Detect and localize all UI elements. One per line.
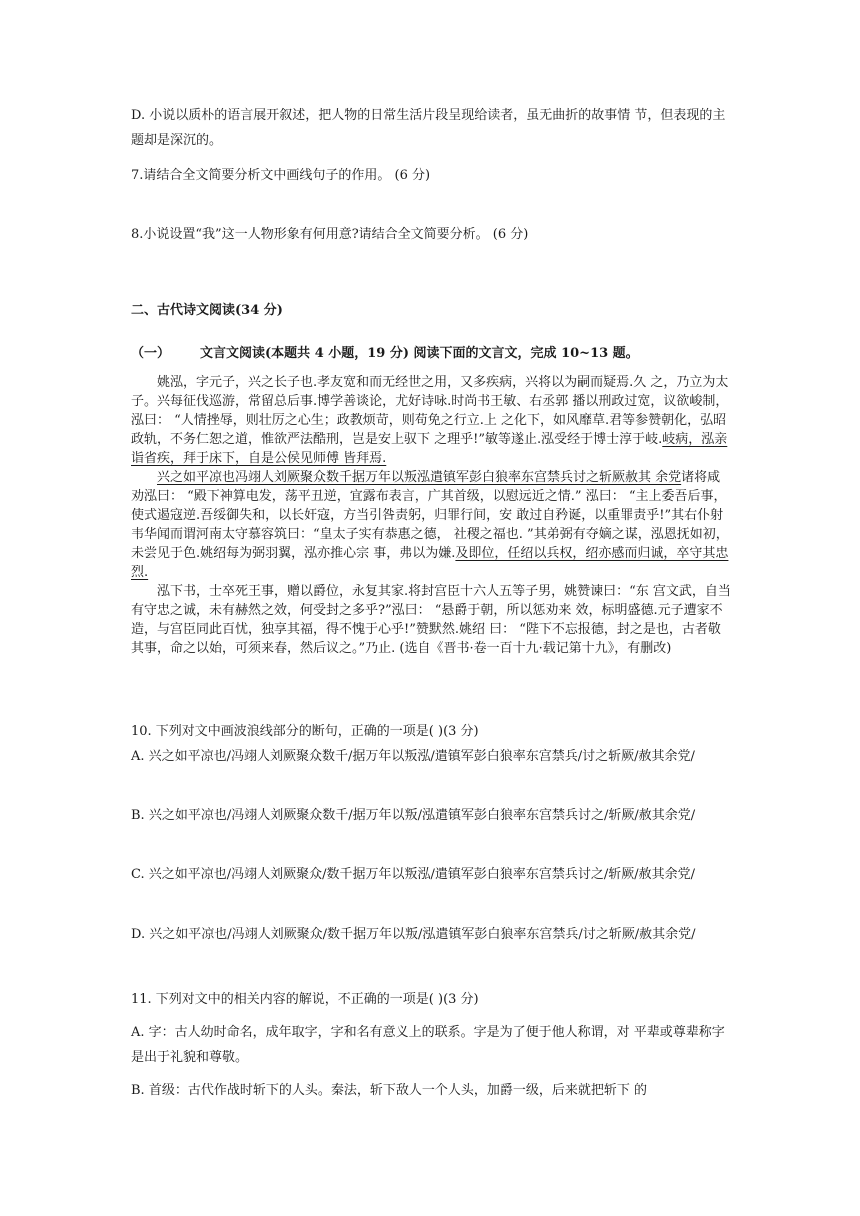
q6-option-d: D. 小说以质朴的语言展开叙述，把人物的日常生活片段呈现给读者，虽无曲折的故事情 节，但表现的主题却是深沉的。 xyxy=(131,108,726,148)
q10-option-a: A. 兴之如平凉也/冯翊人刘厥聚众数千/据万年以叛泓/遣镇军彭白狼率东宫禁兵/讨之斩厥/赦其余党/ xyxy=(131,749,695,764)
question-7: 7.请结合全文简要分析文中画线句子的作用。 (6 分) xyxy=(131,168,431,183)
question-10-stem: 10. 下列对文中画波浪线部分的断句，正确的一项是( )(3 分) xyxy=(131,724,479,739)
subsection-text: 文言文阅读(本题共 4 小题，19 分) 阅读下面的文言文，完成 10~13 题。 xyxy=(200,346,639,361)
question-8: 8.小说设置“我”这一人物形象有何用意?请结合全文简要分析。 (6 分) xyxy=(131,227,529,242)
q10-option-d: D. 兴之如平凉也/冯翊人刘厥聚众/数千据万年以叛/泓遣镇军彭白狼率东宫禁兵/讨之斩厥/赦其余党/ xyxy=(131,927,696,942)
q10-option-b: B. 兴之如平凉也/冯翊人刘厥聚众数千/据万年以叛/泓遣镇军彭白狼率东宫禁兵讨之/斩厥/赦其余党/ xyxy=(131,808,696,823)
passage-p1-text: 姚泓，字元子，兴之长子也.孝友宽和而无经世之用，又多疾病，兴将以为嗣而疑焉.久 之，乃立为太子。兴每征伐巡游，常留总后事.博学善谈论，尤好诗咏.时尚书王敏、右丞郭 播以刑政过宽，议欲峻制，泓曰： “人情挫辱，则壮厉之心生；政教烦苛，则苟免之行立.上 之化下，如风靡草.君等参赞朝化，弘昭政轨，不务仁恕之道，惟欲严法酷刑，岂是安上驭下 之理乎!”敏等遂止.泓受经于博士淳于岐. xyxy=(131,375,729,447)
passage-p2-wavy-underlined: 兴之如平凉也冯翊人刘厥聚众数千据万年以叛泓遣镇军彭白狼率东宫禁兵讨之斩厥赦其 余党 xyxy=(157,470,682,485)
passage-p2-text: 诸将咸劝泓曰： “殿下神算电发，荡平丑逆，宜露布表言，广其首级，以慰远近之情.” 泓曰： “主上委吾后事，使式遏寇逆.吾绥御失和，以长奸寇，方当引咎责躬，归罪行间，安 敢过自矜诞，以重罪责乎!”其右仆射韦华闻而谓河南太守慕容筑曰：“皇太子实有恭惠之德， 社稷之福也. ”其弟弼有夺嫡之谋，泓恩抚如初，未尝见于色.姚绍每为弼羽翼，泓亦推心宗 事，弗以为嫌. xyxy=(131,470,729,561)
passage-p2-underlined: 及即位，任绍以兵权，绍亦感而归诚，卒守其忠烈. xyxy=(131,546,729,580)
section-2-title: 二、古代诗文阅读(34 分) xyxy=(131,303,283,318)
q11-option-a: A. 字：古人幼时命名，成年取字，字和名有意义上的联系。字是为了便于他人称谓，对 平辈或尊辈称字是出于礼貌和尊敬。 xyxy=(131,1025,725,1065)
question-11-stem: 11. 下列对文中的相关内容的解说，不正确的一项是( )(3 分) xyxy=(131,992,479,1007)
passage-paragraph-2 xyxy=(131,468,731,582)
classical-passage xyxy=(131,373,731,658)
q11-option-b: B. 首级：古代作战时斩下的人头。秦法，斩下敌人一个人头，加爵一级，后来就把斩下 的 xyxy=(131,1083,647,1098)
passage-p1-underlined: 岐病，泓亲诣省疾，拜于床下，自是公侯见师傅 皆拜焉. xyxy=(131,432,728,466)
passage-paragraph-3: 泓下书，士卒死王事，赠以爵位，永复其家.将封宫臣十六人五等子男，姚赞谏曰：“东 宫文武，自当有守忠之诚，未有赫然之效，何受封之多乎?”泓曰： “悬爵于朝，所以惩劝来 效，标明盛德.元子遭家不造，与宫臣同此百忧，独享其福，得不愧于心乎!”赞默然.姚绍 曰： “陛下不忘报德，封之是也，古者敬其事，命之以始，可须来春，然后议之。”乃止. (选自《晋书·卷一百十九·载记第十九》，有删改) xyxy=(131,584,731,656)
subsection-label: （一） xyxy=(131,346,171,361)
subsection-heading xyxy=(131,341,731,366)
q10-option-c: C. 兴之如平凉也/冯翊人刘厥聚众/数千据万年以叛泓/遣镇军彭白狼率东宫禁兵讨之/斩厥/赦其余党/ xyxy=(131,867,696,882)
passage-paragraph-1 xyxy=(131,373,731,468)
